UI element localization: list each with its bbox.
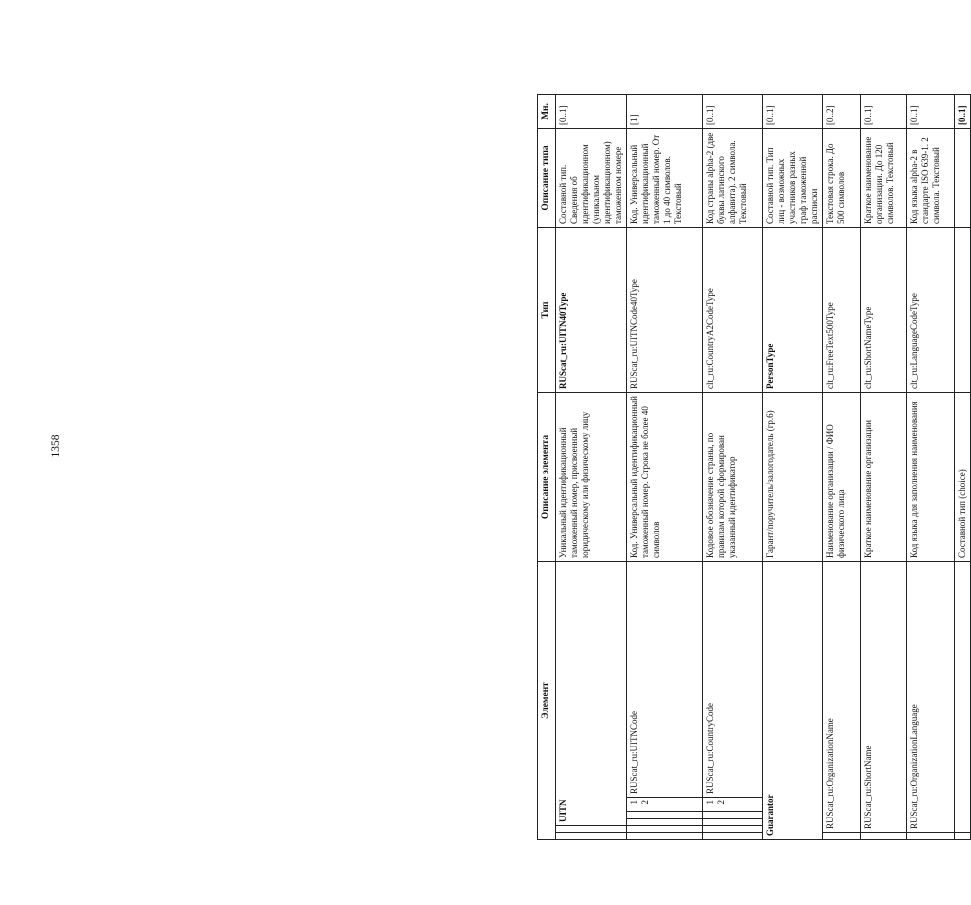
cell-element-desc: Гарант/поручитель/залогодатель (гр.6) — [762, 392, 822, 561]
cell-type: clt_ru:ShortNameType — [860, 227, 906, 392]
cell-type-desc: Код языка alpha-2 в стандарте ISO 639-1. 2 символа. Текстовый — [906, 128, 954, 227]
table-header-row — [538, 94, 556, 839]
cell-element-desc: Уникальный идентификационный таможенный номер, присвоенный юридическому или физическому лицу — [556, 392, 627, 561]
cell-multiplicity: [0..1] — [954, 94, 970, 128]
table-row — [556, 94, 627, 839]
cell-type-desc: Код. Универсальный идентификационный таможенный номер. От 1 до 40 символов. Текстовый — [626, 128, 702, 227]
cell-index: 12 — [626, 798, 702, 812]
cell-multiplicity: [0..1] — [702, 94, 762, 128]
cell-type-desc: Текстовая строка. До 500 символов — [822, 128, 860, 227]
cell-type-desc — [954, 128, 970, 227]
cell-multiplicity: [1] — [626, 94, 702, 128]
cell-type: PersonType — [762, 227, 822, 392]
cell-type-desc: Составной тип. Тип лиц - возможных участников разных граф таможенной расписки — [762, 128, 822, 227]
cell-type-desc: Краткое наименование организации. До 120 символов. Текстовый — [860, 128, 906, 227]
table-row — [906, 94, 954, 839]
cell-element: RUScat_ru:ShortName — [860, 561, 906, 832]
cell-element: Guarantor — [762, 561, 822, 839]
table-row — [762, 94, 822, 839]
header-element: Элемент — [538, 561, 556, 839]
table-row — [702, 94, 762, 839]
table-row — [626, 94, 702, 839]
cell-type-desc: Код страны alpha-2 (две буквы латинского алфавита). 2 символа. Текстовый — [702, 128, 762, 227]
cell-element-desc: Краткое наименование организации — [860, 392, 906, 561]
cell-element-desc: Наименование организации / ФИО физического лица — [822, 392, 860, 561]
cell-element-desc: Код. Универсальный идентификационный таможенный номер. Строка не более 40 символов — [626, 392, 702, 561]
cell-type: RUScat_ru:UITN40Type — [556, 227, 627, 392]
specification-table — [537, 94, 971, 840]
cell-type-desc: Составной тип. Сведения об идентификационном (уникальном идентификационном) таможенном номере — [556, 128, 627, 227]
cell-multiplicity: [0..1] — [556, 94, 627, 128]
cell-multiplicity: [0..1] — [762, 94, 822, 128]
cell-multiplicity: [0..1] — [906, 94, 954, 128]
cell-type: clt_ru:CountryA2CodeType — [702, 227, 762, 392]
table-row — [954, 94, 970, 839]
cell-type: clt_ru:LanguageCodeType — [906, 227, 954, 392]
cell-element: UITN — [556, 561, 627, 825]
cell-multiplicity: [0..1] — [860, 94, 906, 128]
rotated-table-container — [537, 95, 967, 840]
cell-element-desc: Составной тип (choice) — [954, 392, 970, 561]
cell-element — [954, 561, 970, 832]
table-row — [822, 94, 860, 839]
header-element-desc: Описание элемента — [538, 392, 556, 561]
cell-element: RUScat_ru:UITNCode — [626, 561, 702, 797]
page-number: 1358 — [50, 434, 62, 458]
header-type: Тип — [538, 227, 556, 392]
cell-type: clt_ru:FreeText500Type — [822, 227, 860, 392]
cell-element-desc: Код языка для заполнения наименования — [906, 392, 954, 561]
header-multiplicity: Мн. — [538, 94, 556, 128]
cell-element: RUScat_ru:OrganizationLanguage — [906, 561, 954, 832]
cell-index: 12 — [702, 798, 762, 812]
cell-element: RUScat_ru:CountryCode — [702, 561, 762, 797]
cell-element-desc: Кодовое обозначение страны, по правилам которой сформирован указанный идентификатор — [702, 392, 762, 561]
cell-type — [954, 227, 970, 392]
cell-type: RUScat_ru:UITNCode40Type — [626, 227, 702, 392]
table-row — [860, 94, 906, 839]
cell-multiplicity: [0..2] — [822, 94, 860, 128]
cell-element: RUScat_ru:OrganizationName — [822, 561, 860, 832]
header-type-desc: Описание типа — [538, 128, 556, 227]
